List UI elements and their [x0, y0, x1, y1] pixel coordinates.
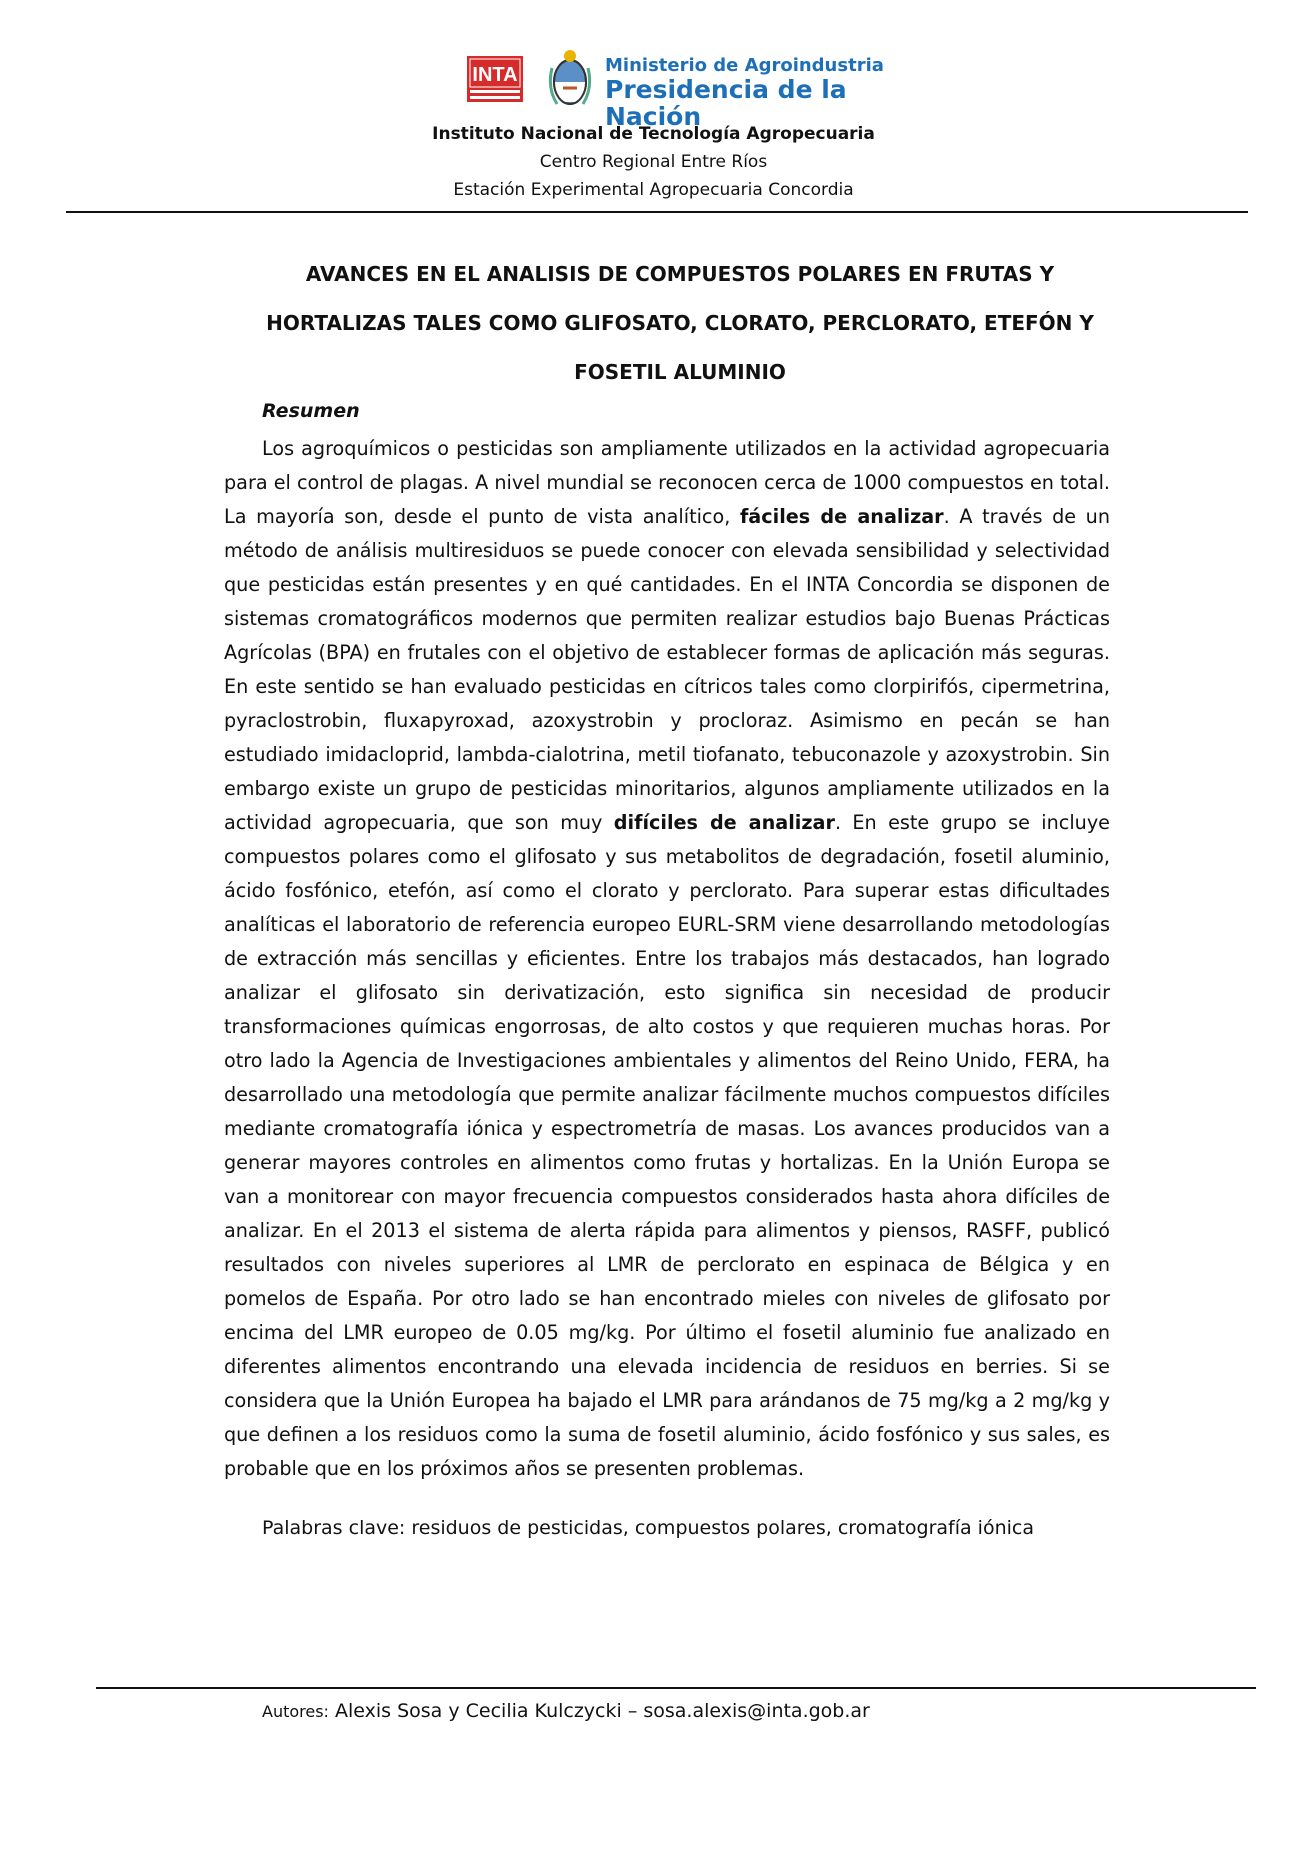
- authors-label: Autores:: [262, 1702, 329, 1721]
- abstract-text-2: . A través de un método de análisis multiresiduos se puede conocer con elevada sensibilidad y selectividad que pesticidas están presentes y en qué cantidades. En el INTA Concordia se disponen de sistemas cromatográficos modernos que permiten realizar estudios bajo Buenas Prácticas Agrícolas (BPA) en frutales con el objetivo de establecer formas de aplicación más seguras. En este sentido se han evaluado pesticidas en cítricos tales como clorpirifós, cipermetrina, pyraclostrobin, fluxapyroxad, azoxystrobin y procloraz. Asimismo en pecán se han estudiado imidacloprid, lambda-cialotrina, metil tiofanato, tebuconazole y azoxystrobin. Sin embargo existe un grupo de pesticidas minoritarios, algunos ampliamente utilizados en la actividad agropecuaria, que son muy: [224, 505, 1110, 834]
- national-crest-icon: [547, 48, 593, 110]
- keywords: Palabras clave: residuos de pesticidas, compuestos polares, cromatografía iónica: [262, 1517, 1034, 1539]
- ministerio-line1: Ministerio de Agroindustria: [605, 55, 884, 76]
- inta-logo: [467, 56, 523, 102]
- title-line2: HORTALIZAS TALES COMO GLIFOSATO, CLORATO, PERCLORATO, ETEFÓN Y: [266, 311, 1094, 335]
- title-line3: FOSETIL ALUMINIO: [574, 360, 786, 384]
- regional-center: Centro Regional Entre Ríos: [539, 152, 768, 172]
- institute-block: [0, 120, 1307, 204]
- abstract-paragraph: [224, 432, 1110, 1486]
- header-divider: [66, 211, 1248, 213]
- abstract-text-1: Los agroquímicos o pesticidas son ampliamente utilizados en la actividad agropecuaria para el control de plagas. A nivel mundial se reconocen cerca de 1000 compuestos en total. La mayoría son, desde el punto de vista analítico,: [224, 437, 1110, 528]
- footer-divider: [96, 1687, 1256, 1689]
- logo-group: [467, 48, 927, 132]
- ministerio-line2: Presidencia de la Nación: [605, 74, 847, 132]
- institute-name: Instituto Nacional de Tecnología Agropecuaria: [432, 124, 875, 144]
- experimental-station: Estación Experimental Agropecuaria Concordia: [453, 180, 854, 200]
- resumen-heading: Resumen: [262, 400, 360, 422]
- abstract-bold-2: difíciles de analizar: [613, 811, 835, 834]
- document-title: [200, 250, 1160, 397]
- abstract-bold-1: fáciles de analizar: [739, 505, 944, 528]
- abstract-text-3: . En este grupo se incluye compuestos polares como el glifosato y sus metabolitos de degradación, fosetil aluminio, ácido fosfónico, etefón, así como el clorato y perclorato. Para superar estas dificultades analíticas el laboratorio de referencia europeo EURL-SRM viene desarrollando metodologías de extracción más sencillas y eficientes. Entre los trabajos más destacados, han logrado analizar el glifosato sin derivatización, esto significa sin necesidad de producir transformaciones químicas engorrosas, de alto costos y que requieren muchas horas. Por otro lado la Agencia de Investigaciones ambientales y alimentos del Reino Unido, FERA, ha desarrollado una metodología que permite analizar fácilmente muchos compuestos difíciles mediante cromatografía iónica y espectrometría de masas. Los avances producidos van a generar mayores controles en alimentos como frutas y hortalizas. En la Unión Europa se van a monitorear con mayor frecuencia compuestos considerados hasta ahora difíciles de analizar. En el 2013 el sistema de alerta rápida para alimentos y piensos, RASFF, publicó resultados con niveles superiores al LMR de perclorato en espinaca de Bélgica y en pomelos de España. Por otro lado se han encontrado mieles con niveles de glifosato por encima del LMR europeo de 0.05 mg/kg. Por último el fosetil aluminio fue analizado en diferentes alimentos encontrando una elevada incidencia de residuos en berries. Si se considera que la Unión Europea ha bajado el LMR para arándanos de 75 mg/kg a 2 mg/kg y que definen a los residuos como la suma de fosetil aluminio, ácido fosfónico y sus sales, es probable que en los próximos años se presenten problemas.: [224, 811, 1110, 1480]
- authors-text: Alexis Sosa y Cecilia Kulczycki – sosa.alexis@inta.gob.ar: [328, 1700, 870, 1722]
- authors-line: [262, 1700, 870, 1722]
- inta-logo-text: INTA: [472, 64, 518, 86]
- title-line1: AVANCES EN EL ANALISIS DE COMPUESTOS POLARES EN FRUTAS Y: [305, 262, 1055, 286]
